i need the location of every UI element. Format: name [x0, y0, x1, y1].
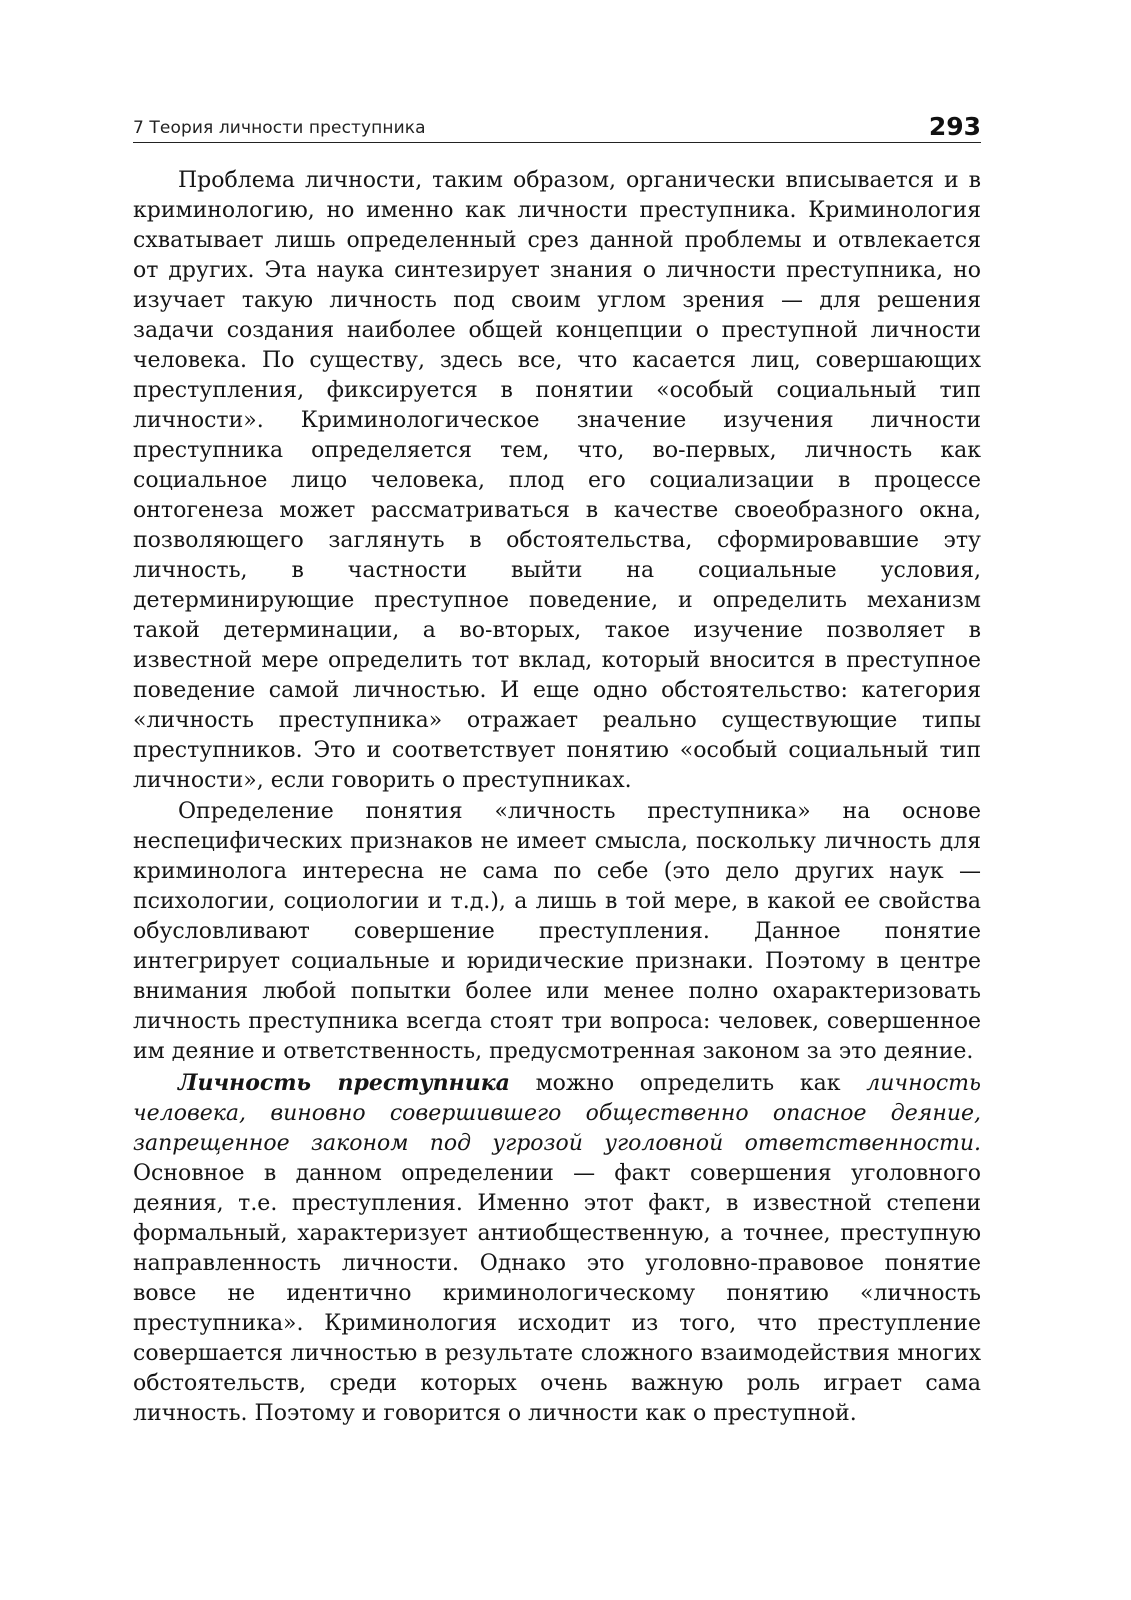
body-text: [133, 166, 981, 1430]
definition-lead-in: можно определить как: [509, 1071, 867, 1096]
paragraph-1: Проблема личности, таким образом, органически вписывается и в криминологию, но именно как личности преступника. Криминология схватывает лишь определенный срез данной проблемы и отвлекается от других. Эта наука синтезирует знания о личности преступника, но изучает такую личность под своим углом зрения — для решения задачи создания наиболее общей концепции о преступной личности человека. По существу, здесь все, что касается лиц, совершающих преступления, фиксируется в понятии «особый социальный тип личности». Криминологическое значение изучения личности преступника определяется тем, что, во-первых, личность как социальное лицо человека, плод его социализации в процессе онтогенеза может рассматриваться в качестве своеобразного окна, позволяющего заглянуть в обстоятельства, сформировавшие эту личность, в частности выйти на социальные условия, детерминирующие преступное поведение, и определить механизм такой детерминации, а во-вторых, такое изучение позволяет в известной мере определить тот вклад, который вносится в преступное поведение самой личностью. И еще одно обстоятельство: категория «личность преступника» отражает реально существующие типы преступников. Это и соответствует понятию «особый социальный тип личности», если говорить о преступниках.: [133, 168, 981, 793]
paragraph-3: [133, 1068, 981, 1429]
running-header: [133, 112, 981, 143]
paragraph-2: Определение понятия «личность преступника» на основе неспецифических признаков не имеет смысла, поскольку личность для криминолога интересна не сама по себе (это дело других наук — психологии, социологии и т.д.), а лишь в той мере, в какой ее свойства обусловливают совершение преступления. Данное понятие интегрирует социальные и юридические признаки. Поэтому в центре внимания любой попытки более или менее полно охарактеризовать личность преступника всегда стоят три вопроса: человек, совершенное им деяние и ответственность, предусмотренная законом за это деяние.: [133, 799, 981, 1064]
paragraph-3-rest: Основное в данном определении — факт совершения уголовного деяния, т.е. преступления. Именно этот факт, в известной степени формальный, характеризует антиобщественную, а точнее, преступную направленность личности. Однако это уголовно-правовое понятие вовсе не идентично криминологическому понятию «личность преступника». Криминология исходит из того, что преступление совершается личностью в результате сложного взаимодействия многих обстоятельств, среди которых очень важную роль играет сама личность. Поэтому и говорится о личности как о преступной.: [133, 1161, 981, 1426]
defined-term: Личность преступника: [178, 1070, 510, 1096]
definition-text: личность человека, виновно совершившего общественно опасное деяние, запрещенное законом под угрозой уголовной ответственности.: [133, 1071, 981, 1156]
chapter-running-title: 7 Теория личности преступника: [133, 118, 426, 138]
page-number: 293: [928, 112, 981, 141]
